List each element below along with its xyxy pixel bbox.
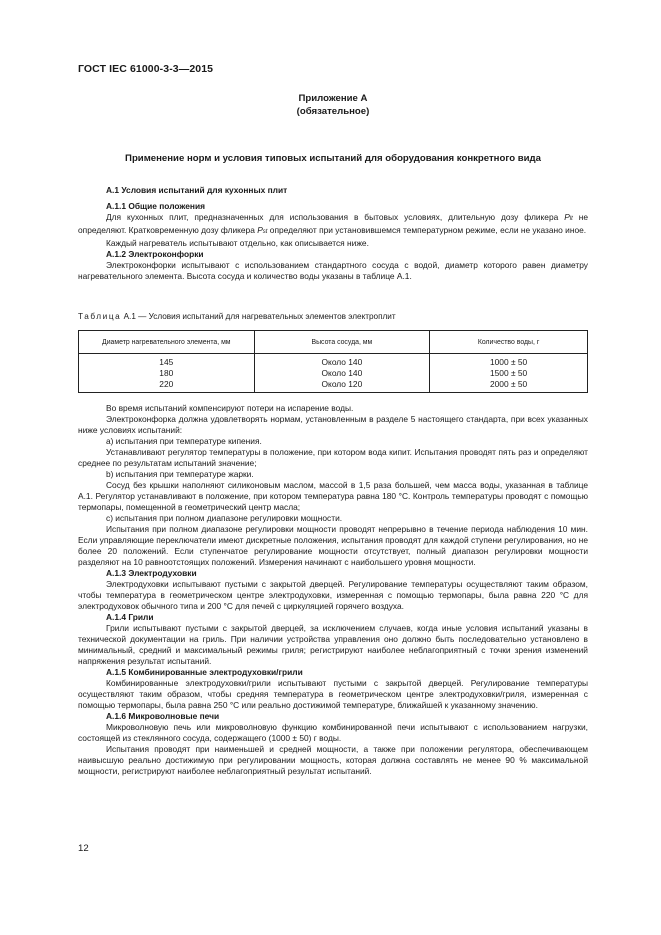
table-cell-diameter: 145 180 220 bbox=[79, 354, 255, 393]
section-a13-paragraph-1: Электродуховки испытывают пустыми с закрытой дверцей. Регулирование температуры осуществляют таким образом, чтобы температура в геометрическом центре электродуховки, измеренная с помощью термопары, была равна 220 °С для электродуховок обычного типа и 200 °С для печей с циркуляцией горячего воздуха. bbox=[78, 579, 588, 611]
annex-title: Приложение А bbox=[298, 93, 368, 104]
table-header-height: Высота сосуда, мм bbox=[254, 331, 430, 354]
table-header-row bbox=[79, 331, 588, 354]
annex-heading bbox=[78, 93, 588, 118]
section-a16-title: А.1.6 Микроволновые печи bbox=[106, 711, 220, 721]
main-text-block bbox=[78, 403, 588, 777]
after-table-paragraph-3: Устанавливают регулятор температуры в положение, при котором вода кипит. Испытания проводят пять раз и определяют среднее по результатам испытаний значение; bbox=[78, 447, 588, 468]
section-a16-paragraph-1: Микроволновую печь или микроволновую функцию комбинированной печи испытывают с использованием нагрузки, состоящей из стеклянного сосуда, содержащего (1000 ± 50) г воды. bbox=[78, 722, 588, 743]
section-a14-paragraph-1: Грили испытывают пустыми с закрытой дверцей, за исключением случаев, когда иные условия испытаний указаны в технической документации на гриль. При наличии устройства управления оно должно быть последовательно установлено в минимальный, средний и максимальный режимы гриля; регистрируют наиболее неблагоприятный с точки зрения изменений напряжения результат испытаний. bbox=[78, 623, 588, 666]
table-cell-height: Около 140 Около 140 Около 120 bbox=[254, 354, 430, 393]
main-title: Применение норм и условия типовых испытаний для оборудования конкретного вида bbox=[125, 153, 541, 164]
condition-a: а) испытания при температуре кипения. bbox=[106, 436, 262, 446]
table-a1 bbox=[78, 330, 588, 393]
section-a16-paragraph-2: Испытания проводят при наименьшей и средней мощности, а также при положении регулятора, обеспечивающем наивысшую реально достижимую при регулировании мощность, которая должна составлять не менее 90 % максимальной мощности, регистрируют наиболее неблагоприятный результат испытаний. bbox=[78, 744, 588, 776]
section-a11-title: А.1.1 Общие положения bbox=[106, 201, 205, 211]
table-header-diameter: Диаметр нагревательного элемента, мм bbox=[79, 331, 255, 354]
after-table-paragraph-1: Во время испытаний компенсируют потери на испарение воды. bbox=[106, 403, 354, 413]
table-header-water: Количество воды, г bbox=[430, 331, 588, 354]
condition-c: с) испытания при полном диапазоне регулировки мощности. bbox=[106, 513, 343, 523]
section-a11-paragraph-2: Каждый нагреватель испытывают отдельно, как описывается ниже. bbox=[106, 238, 369, 248]
section-a14-title: А.1.4 Грили bbox=[106, 612, 154, 622]
section-a11-paragraph-1: Для кухонных плит, предназначенных для использования в бытовых условиях, длительную дозу фликера Plt не определяют. Кратковременную дозу фликера Pst определяют при установившемся температурном режиме, если не указано иное. bbox=[78, 212, 588, 235]
condition-b: b) испытания при температуре жарки. bbox=[106, 469, 254, 479]
page-number: 12 bbox=[78, 843, 89, 854]
section-a1-title: А.1 Условия испытаний для кухонных плит bbox=[106, 185, 288, 195]
table-row bbox=[79, 354, 588, 393]
section-a15-title: А.1.5 Комбинированные электродуховки/грили bbox=[106, 667, 303, 677]
section-a12-paragraph-1: Электроконфорки испытывают с использованием стандартного сосуда с водой, диаметр которого равен диаметру нагревательного элемента. Высота сосуда и количество воды указаны в таблице А.1. bbox=[78, 260, 588, 281]
table-caption-text: А.1 — Условия испытаний для нагревательных элементов электроплит bbox=[121, 312, 396, 321]
after-table-paragraph-5: Испытания при полном диапазоне регулировки мощности проводят непрерывно в течение периода наблюдения 10 мин. Если управляющие переключатели имеют дискретные положения, испытания проводят для каждой ступени регулирования, но не более 20 положений. Если ступенчатое регулирование мощности отсутствует, полный диапазон регулировки мощности разделяют на 10 равноотстоящих положений. Измерения начинают с наибольшего уровня мощности. bbox=[78, 524, 588, 567]
section-a13-title: А.1.3 Электродуховки bbox=[106, 568, 197, 578]
after-table-paragraph-2: Электроконфорка должна удовлетворять нормам, установленным в разделе 5 настоящего стандарта, при всех указанных ниже условиях испытаний: bbox=[78, 414, 588, 435]
table-cell-water: 1000 ± 50 1500 ± 50 2000 ± 50 bbox=[430, 354, 588, 393]
section-a1-block bbox=[78, 185, 588, 282]
annex-status: (обязательное) bbox=[296, 105, 370, 117]
after-table-paragraph-4: Сосуд без крышки наполняют силиконовым маслом, массой в 1,5 раза большей, чем масса воды, указанная в таблице А.1. Регулятор устанавливают в положение, при котором температура равна 180 °С. Контроль температуры проводят с помощью термопары, помещенной в геометрический центр масла; bbox=[78, 480, 588, 512]
table-caption-prefix: Таблица bbox=[78, 312, 122, 321]
section-a12-title: А.1.2 Электроконфорки bbox=[106, 249, 204, 259]
document-id: ГОСТ IEC 61000-3-3—2015 bbox=[78, 63, 214, 75]
section-a15-paragraph-1: Комбинированные электродуховки/грили испытывают пустыми с закрытой дверцей. Регулирование температуры осуществляют таким образом, чтобы средняя температура в геометрическом центре электродуховки/гриля, измеренная с помощью термопары, была равна 250 °С или реально достижимой температуре, ближайшей к указанному значению. bbox=[78, 678, 588, 710]
table-caption bbox=[78, 312, 396, 321]
